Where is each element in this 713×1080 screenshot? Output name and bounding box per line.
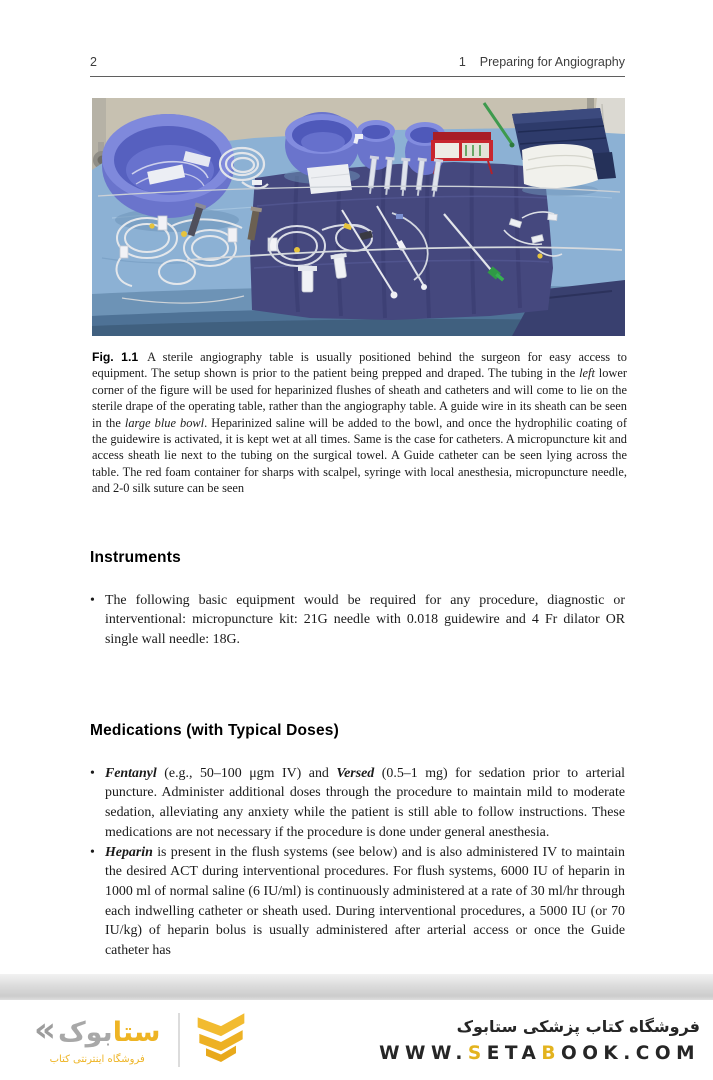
page-edge-shadow xyxy=(0,974,713,1000)
section-medications xyxy=(90,722,625,961)
bullet-dot: • xyxy=(90,844,95,860)
medications-bullet-fentanyl xyxy=(90,764,625,843)
caption-text-1: A sterile angiography table is usually positioned behind the surgeon for easy access to equipment. The setup shown is prior to the patient being prepped and draped. The tubing in the xyxy=(92,350,627,381)
figure-1-1 xyxy=(92,98,625,497)
heparin-bullet-text: Heparin is present in the flush systems (see below) and is also administered IV to maintain the desired ACT during interventional procedures. For flush systems, 6000 IU of heparin in 1000 ml of normal saline (6 IU/ml) is continuously administered at a rate of 30 ml/hr through each indwelling catheter or sheath used. During interventional procedures, a 5000 IU (or 70 IU/kg) of heparin bolus is usually administered after arterial access or once the Guide catheter has xyxy=(105,844,625,959)
brand-tagline: فروشگاه اینترنتی کتاب xyxy=(49,1053,145,1065)
medications-heading: Medications (with Typical Doses) xyxy=(90,721,339,739)
fentanyl-bullet-text: Fentanyl (e.g., 50–100 μgm IV) and Versed (0.5–1 mg) for sedation prior to arterial puncture. Administer additional doses through the procedure to maintain mild to moderate sedation, alleviating any anxiety while the patient is still able to follow instructions. These medications are not necessary if the procedure is done under general anesthesia. xyxy=(105,765,625,840)
instruments-bullet-text: The following basic equipment would be required for any procedure, diagnostic or interventional: micropuncture kit: 21G needle with 0.018 guidewire and 4 Fr dilator OR single wall needle: 18G. xyxy=(105,592,625,648)
bullet-dot: • xyxy=(90,765,95,781)
caption-text-3: . Heparinized saline will be added to the bowl, and once the hydrophilic coating of the guidewire is activated, it is kept wet at all times. Same is the case for catheters. A micropuncture kit and access sheath lie next to the tubing on the surgical towel. A Guide catheter can be seen lying across the table. The red foam container for sharps with scalpel, syringe with local anesthesia, micropuncture needle, and 2-0 silk suture can be seen xyxy=(92,415,627,496)
section-instruments xyxy=(90,549,625,650)
chapter-title: Preparing for Angiography xyxy=(479,55,625,69)
store-name: فروشگاه کتاب پزشکی ستابوک xyxy=(456,1016,700,1036)
logo-divider xyxy=(178,1013,180,1067)
setabook-logo xyxy=(34,1011,246,1069)
footer-store-info xyxy=(379,1017,700,1064)
medications-bullet-heparin xyxy=(90,843,625,961)
angiography-table-photo xyxy=(92,98,625,336)
instruments-bullet xyxy=(90,591,625,650)
website-url: WWW.SETABOOK.COM xyxy=(379,1042,700,1064)
footer-watermark xyxy=(0,1000,713,1080)
bullet-dot: • xyxy=(90,592,95,608)
caption-italic-left: left xyxy=(579,366,595,381)
page-number: 2 xyxy=(90,55,97,69)
brand-wordmark: ستابوک xyxy=(57,1017,161,1048)
running-title xyxy=(459,55,625,69)
figure-caption xyxy=(92,349,627,497)
caption-text-2: lower corner of the figure will be used for heparinized flushes of sheath and catheters and will come to lie on the sterile drape of the operating table, rather than the angiography table. A guide wire in its sheath can be seen in the xyxy=(92,366,627,430)
chapter-number: 1 xyxy=(458,55,466,69)
drug-name-versed: Versed xyxy=(336,765,375,781)
guillemet-icon: « xyxy=(34,1009,56,1050)
caption-italic-bowl: large blue bowl xyxy=(124,415,205,430)
drug-name-fentanyl: Fentanyl xyxy=(105,765,157,781)
page-header xyxy=(90,55,625,77)
instruments-heading: Instruments xyxy=(90,548,181,566)
figure-label: Fig. 1.1 xyxy=(92,350,139,364)
chevron-emblem-icon xyxy=(196,1011,246,1069)
drug-name-heparin: Heparin xyxy=(105,844,153,860)
